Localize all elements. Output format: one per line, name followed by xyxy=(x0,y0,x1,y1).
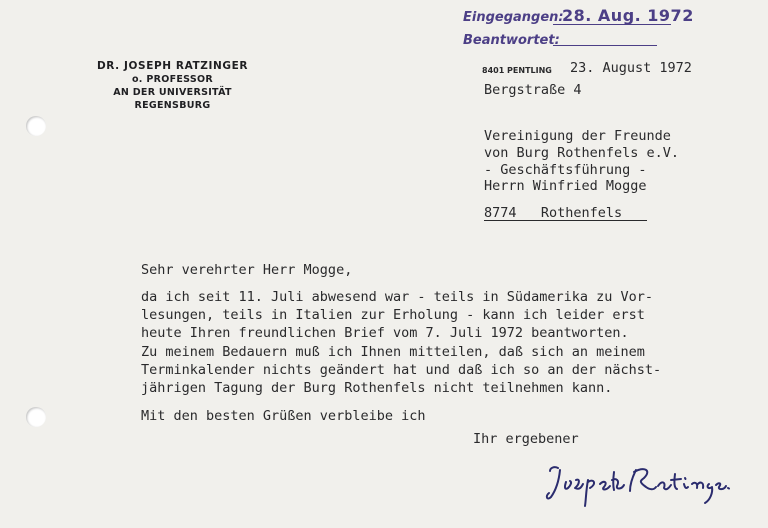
punch-hole-top xyxy=(26,116,46,136)
recipient-line: Vereinigung der Freunde xyxy=(484,128,671,144)
stamp-received-date: 28. Aug. 1972 xyxy=(562,6,694,25)
sender-street: Bergstraße 4 xyxy=(484,82,582,98)
salutation: Sehr verehrter Herr Mogge, xyxy=(141,262,353,278)
paragraph-line: heute Ihren freundlichen Brief vom 7. Juli 1972 beantworten. xyxy=(141,325,629,342)
stamp-answered-line xyxy=(553,45,657,46)
letter-date: 23. August 1972 xyxy=(570,60,692,76)
closing-line: Mit den besten Grüßen verbleibe ich xyxy=(141,408,426,424)
stamp-answered-label: Beantwortet: xyxy=(463,33,560,48)
letter-paragraph xyxy=(141,288,661,397)
handwritten-signature xyxy=(544,460,734,510)
paragraph-line: jährigen Tagung der Burg Rothenfels nicht teilnehmen kann. xyxy=(141,380,613,397)
recipient-city-underline xyxy=(484,220,647,221)
letterhead-affiliation: AN DER UNIVERSITÄT REGENSBURG xyxy=(113,87,232,111)
paragraph-line: da ich seit 11. Juli abwesend war - teils in Südamerika zu Vor- xyxy=(141,289,654,305)
letterhead-name: DR. JOSEPH RATZINGER xyxy=(96,60,249,72)
letterhead xyxy=(80,60,265,112)
stamp-received-label: Eingegangen: xyxy=(463,10,564,25)
letterhead-title: o. PROFESSOR xyxy=(131,74,214,85)
recipient-city: 8774 Rothenfels xyxy=(484,205,623,221)
paragraph-line: Zu meinem Bedauern muß ich Ihnen mitteilen, daß sich an meinem xyxy=(141,343,645,360)
recipient-line: - Geschäftsführung - xyxy=(484,162,647,178)
paragraph-line: lesungen, teils in Italien zur Erholung - kann ich leider erst xyxy=(141,307,645,324)
paragraph-line: Terminkalender nichts geändert hat und daß ich so an der nächst- xyxy=(141,361,662,378)
stamp-received-line xyxy=(553,24,671,25)
recipient-line: von Burg Rothenfels e.V. xyxy=(484,145,680,161)
valediction: Ihr ergebener xyxy=(473,431,579,447)
recipient-line: Herrn Winfried Mogge xyxy=(484,178,647,194)
sender-postal-place: 8401 PENTLING xyxy=(482,66,552,75)
punch-hole-bottom xyxy=(26,407,46,427)
